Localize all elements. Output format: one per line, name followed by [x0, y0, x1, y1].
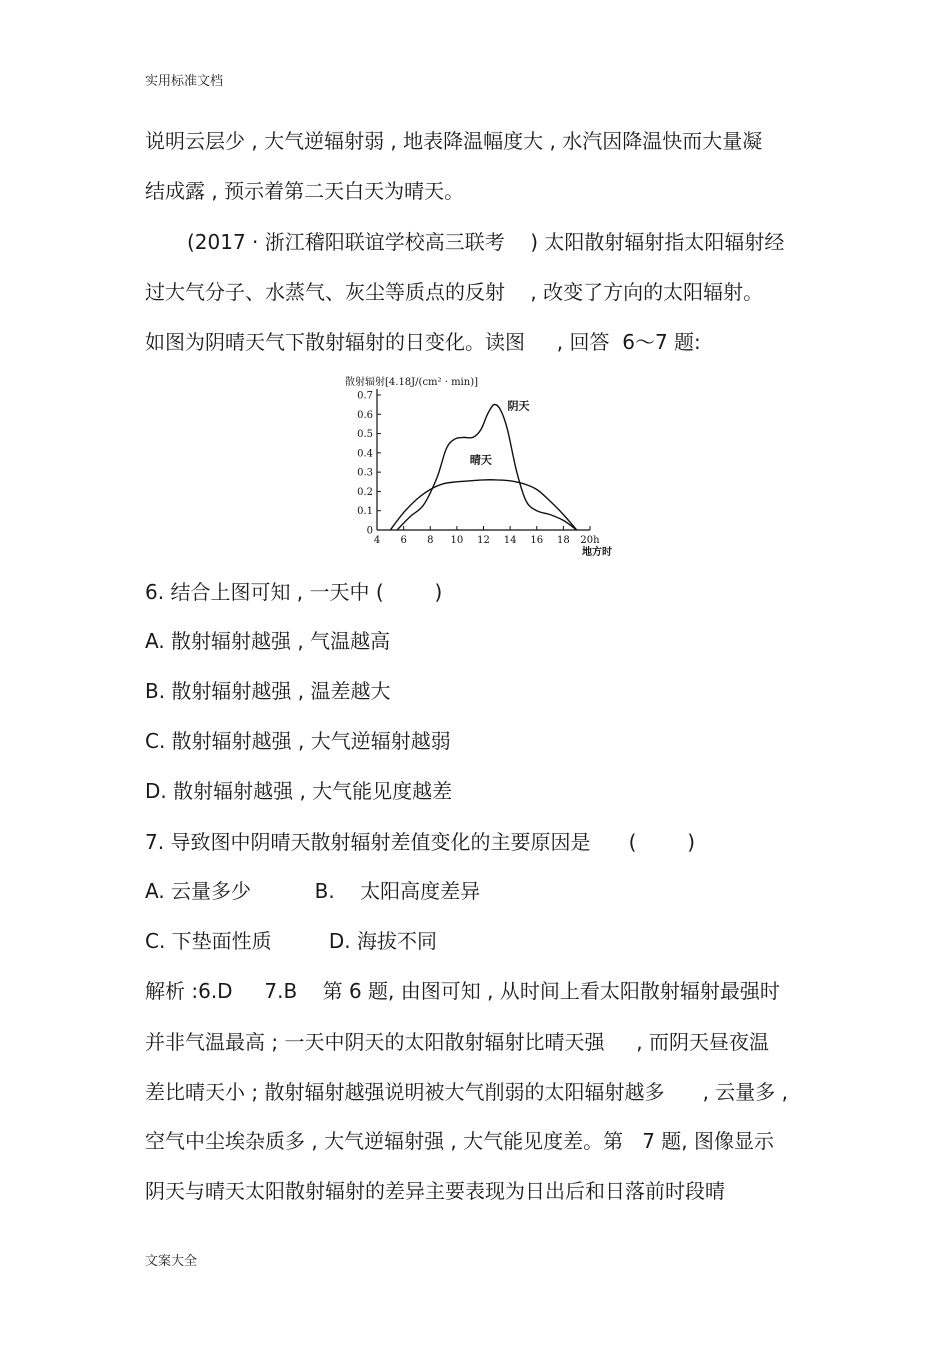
x-tick-label: 12: [477, 535, 490, 546]
y-tick-label: 0.1: [357, 506, 373, 518]
y-tick-label: 0.7: [357, 390, 373, 402]
option-6d: D. 散射辐射越强 , 大气能见度越差: [145, 779, 453, 803]
x-tick-label: 20h: [580, 535, 600, 546]
question-7: 7. 导致图中阴晴天散射辐射差值变化的主要原因是 ( ): [145, 830, 696, 854]
x-tick-label: 16: [530, 535, 544, 546]
options-7cd: C. 下垫面性质 D. 海拔不同: [145, 929, 438, 953]
page-header: 实用标准文档: [145, 74, 224, 89]
series-line-sunny: [390, 480, 576, 530]
y-tick-label: 0: [366, 525, 373, 537]
options-7ab: A. 云量多少 B. 太阳高度差异: [145, 879, 481, 903]
series-line-overcast: [397, 405, 577, 530]
diffuse-radiation-chart: [335, 368, 615, 563]
text-line: 如图为阴晴天气下散射辐射的日变化。读图 , 回答 6～7 题:: [145, 330, 701, 354]
y-tick-label: 0.3: [357, 467, 373, 479]
analysis-line: 差比晴天小 ; 散射辐射越强说明被大气削弱的太阳辐射越多 , 云量多 ,: [145, 1080, 789, 1104]
page-footer: 文案大全: [145, 1254, 198, 1269]
y-axis-label: 散射辐射[4.18J/(cm² · min)]: [345, 377, 478, 388]
y-tick-label: 0.5: [357, 429, 373, 441]
x-tick-label: 10: [450, 535, 464, 546]
x-axis-label: 地方时: [582, 547, 612, 558]
analysis-line: 并非气温最高 ; 一天中阴天的太阳散射辐射比晴天强 , 而阴天昼夜温: [145, 1030, 769, 1054]
x-tick-label: 14: [503, 535, 517, 546]
option-6c: C. 散射辐射越强 , 大气逆辐射越弱: [145, 729, 451, 753]
option-6b: B. 散射辐射越强 , 温差越大: [145, 679, 391, 703]
y-tick-label: 0.2: [357, 486, 373, 498]
y-tick-label: 0.6: [357, 409, 373, 421]
analysis-line: 空气中尘埃杂质多 , 大气逆辐射强 , 大气能见度差。第 7 题, 图像显示: [145, 1129, 775, 1153]
x-tick-label: 8: [427, 535, 434, 546]
y-tick-label: 0.4: [357, 448, 373, 460]
analysis-line: 阴天与晴天太阳散射辐射的差异主要表现为日出后和日落前时段晴: [145, 1179, 725, 1203]
text-line: (2017 · 浙江稽阳联谊学校高三联考 ) 太阳散射辐射指太阳辐射经: [187, 230, 785, 254]
x-tick-label: 6: [400, 535, 407, 546]
series-label-overcast: 阴天: [507, 399, 530, 413]
chart-svg: [335, 368, 615, 563]
question-6: 6. 结合上图可知 , 一天中 ( ): [145, 580, 443, 604]
x-tick-label: 4: [373, 535, 381, 546]
x-tick-label: 18: [557, 535, 570, 546]
text-line: 过大气分子、水蒸气、灰尘等质点的反射 , 改变了方向的太阳辐射。: [145, 280, 764, 304]
series-label-sunny: 晴天: [469, 453, 492, 467]
analysis-line: 解析 :6.D 7.B 第 6 题, 由图可知 , 从时间上看太阳散射辐射最强时: [145, 979, 780, 1003]
text-line: 说明云层少 , 大气逆辐射弱 , 地表降温幅度大 , 水汽因降温快而大量凝: [145, 129, 763, 153]
text-line: 结成露 , 预示着第二天白天为晴天。: [145, 179, 465, 203]
option-6a: A. 散射辐射越强 , 气温越高: [145, 629, 391, 653]
